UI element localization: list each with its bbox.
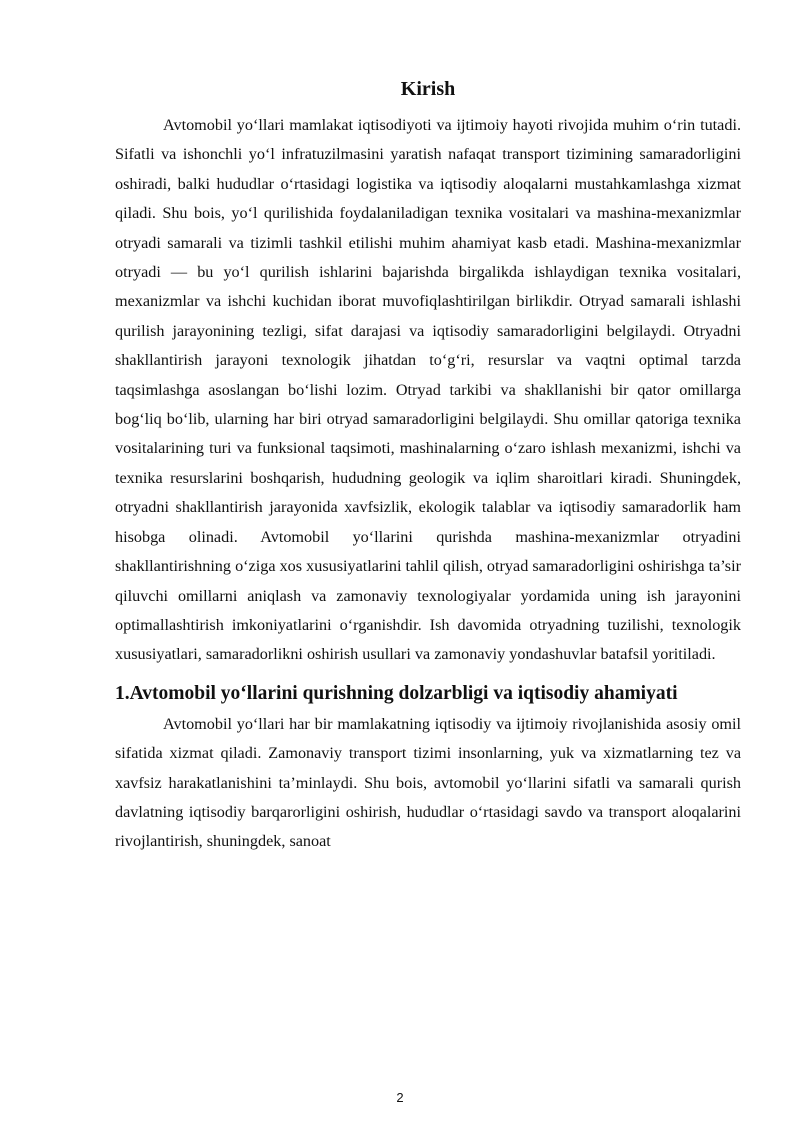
page-title: Kirish [400, 78, 456, 100]
document-body [115, 76, 741, 857]
intro-paragraph: Avtomobil yo‘llari mamlakat iqtisodiyoti va ijtimoiy hayoti rivojida muhim o‘rin tutadi. Sifatli va ishonchli yo‘l infratuzilmasini yaratish nafaqat transport tizimining samaradorligini oshiradi, balki hududlar o‘rtasidagi logistika va iqtisodiy aloqalarni mustahkamlashga xizmat qiladi. Shu bois, yo‘l qurilishida foydalaniladigan texnika vositalari va mashina-mexanizmlar otryadi samarali va tizimli tashkil etilishi muhim ahamiyat kasb etadi. Mashina-mexanizmlar otryadi — bu yo‘l qurilish ishlarini bajarishda birgalikda ishlaydigan texnika vositalari, mexanizmlar va ishchi kuchidan iborat muvofiqlashtirilgan birlikdir. Otryad samarali ishlashi qurilish jarayonining tezligi, sifat darajasi va iqtisodiy samaradorligini belgilaydi. Otryadni shakllantirish jarayoni texnologik jihatdan to‘g‘ri, resurslar va vaqtni optimal tarzda taqsimlashga asoslangan bo‘lishi lozim. Otryad tarkibi va shakllanishi bir qator omillarga bog‘liq bo‘lib, ularning har biri otryad samaradorligini belgilaydi. Shu omillar qatoriga texnika vositalarining turi va funksional taqsimoti, mashinalarning o‘zaro ishlash mexanizmi, ishchi va texnika resurslarini boshqarish, hududning geologik va iqlim sharoitlari kiradi. Shuningdek, otryadni shakllantirish jarayonida xavfsizlik, ekologik talablar va iqtisodiy samaradorlik ham hisobga olinadi. Avtomobil yo‘llarini qurishda mashina-mexanizmlar otryadini shakllantirishning o‘ziga xos xususiyatlarini tahlil qilish, otryad samaradorligini oshirishga ta’sir qiluvchi omillarni aniqlash va zamonaviy texnologiyalar yordamida uning ish jarayonini optimallashtirish imkoniyatlarini o‘rganishdir. Ish davomida otryadning tuzilishi, texnologik xususiyatlari, samaradorlikni oshirish usullari va zamonaviy yondashuvlar batafsil yoritiladi. [115, 116, 741, 664]
section-paragraph: Avtomobil yo‘llari har bir mamlakatning iqtisodiy va ijtimoiy rivojlanishida asosiy omil sifatida xizmat qiladi. Zamonaviy transport tizimi insonlarning, yuk va xizmatlarning tez va xavfsiz harakatlanishini ta’minlaydi. Shu bois, avtomobil yo‘llarini sifatli va samarali qurish davlatning iqtisodiy barqarorligini oshirish, hududlar o‘rtasidagi savdo va transport aloqalarini rivojlantirish, shuningdek, sanoat [115, 714, 741, 851]
page-number: 2 [396, 1090, 404, 1105]
section-heading: 1.Avtomobil yo‘llarini qurishning dolzarbligi va iqtisodiy ahamiyati [115, 682, 678, 704]
